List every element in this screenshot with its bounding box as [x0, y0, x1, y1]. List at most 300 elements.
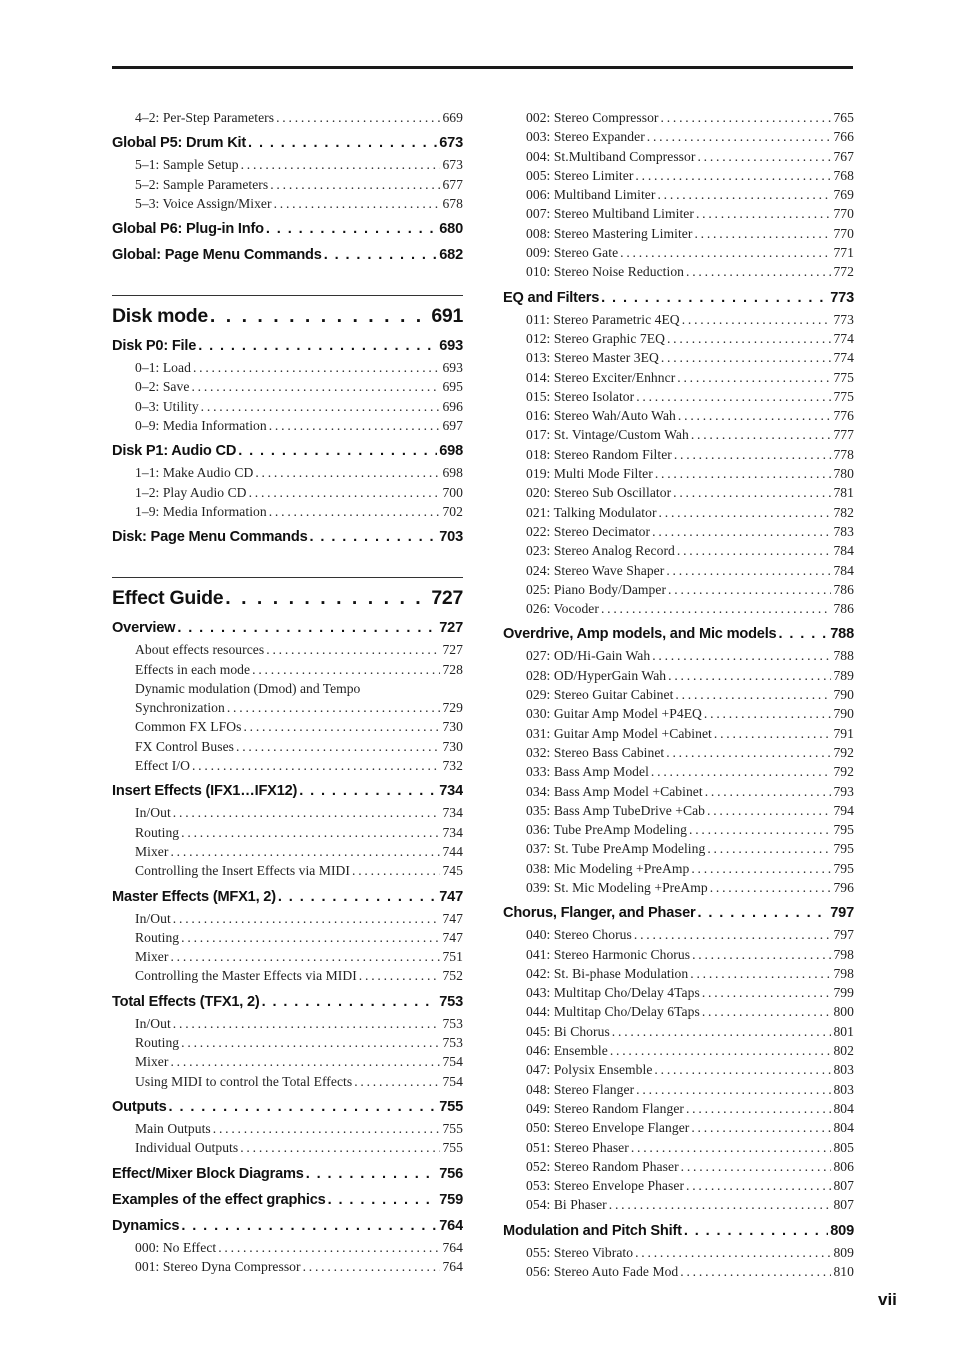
dot-leader [673, 483, 831, 502]
entry-page-number: 734 [442, 805, 463, 821]
entry-page-number: 767 [833, 148, 854, 164]
entry-page-number: 781 [833, 485, 854, 501]
entry-title: In/Out [135, 805, 171, 821]
entry-page-number: 792 [833, 744, 854, 760]
entry-title: 1–2: Play Audio CD [135, 484, 247, 500]
toc-subsection-entry[interactable] [526, 522, 854, 541]
toc-section-entry[interactable] [112, 1190, 463, 1210]
entry-page-number: 773 [830, 289, 854, 306]
dot-leader [714, 724, 832, 743]
dot-leader [691, 1118, 831, 1137]
entry-page-number: 765 [833, 110, 854, 125]
entry-title: 049: Stereo Random Flanger [526, 1100, 684, 1116]
entry-page-number: 783 [833, 523, 854, 539]
entry-title: 012: Stereo Graphic 7EQ [526, 330, 665, 346]
entry-page-number: 700 [442, 484, 463, 500]
toc-subsection-entry[interactable] [135, 175, 463, 194]
dot-leader [636, 387, 831, 406]
entry-page-number: 734 [442, 824, 463, 840]
dot-leader [170, 842, 440, 861]
toc-subsection-entry[interactable] [526, 762, 854, 781]
entry-page-number: 755 [442, 1120, 463, 1136]
dot-leader [610, 1041, 832, 1060]
entry-title: Controlling the Insert Effects via MIDI [135, 863, 350, 879]
entry-page-number: 764 [442, 1258, 463, 1274]
entry-title: Global P5: Drum Kit [112, 135, 247, 152]
toc-subsection-entry[interactable] [135, 194, 463, 213]
dot-leader [170, 947, 440, 966]
entry-title: 024: Stereo Wave Shaper [526, 562, 665, 578]
entry-page-number: 673 [439, 135, 463, 152]
entry-page-number: 798 [833, 946, 854, 962]
entry-title: 048: Stereo Flanger [526, 1081, 635, 1097]
dot-leader [677, 541, 832, 560]
entry-page-number: 803 [833, 1081, 854, 1097]
toc-section-entry[interactable] [112, 887, 463, 907]
entry-title: 0–9: Media Information [135, 418, 267, 434]
toc-subsection-entry[interactable] [526, 503, 854, 522]
entry-title: 1–9: Media Information [135, 503, 267, 519]
toc-section-entry[interactable] [112, 133, 463, 153]
toc-subsection-entry[interactable] [526, 464, 854, 483]
toc-subsection-entry[interactable] [135, 640, 463, 659]
dot-leader [652, 646, 831, 665]
entry-title: 5–1: Sample Setup [135, 157, 239, 173]
toc-subsection-entry[interactable] [135, 416, 463, 435]
entry-page-number: 804 [833, 1120, 854, 1136]
dot-leader [181, 823, 440, 842]
toc-subsection-entry[interactable] [526, 483, 854, 502]
toc-section-entry[interactable] [503, 624, 854, 644]
toc-subsection-entry[interactable] [135, 1014, 463, 1033]
toc-subsection-entry[interactable] [526, 262, 854, 281]
toc-subsection-entry[interactable] [135, 1238, 463, 1257]
toc-section-entry[interactable] [112, 1097, 463, 1117]
toc-subsection-entry[interactable] [135, 108, 463, 127]
dot-leader [169, 1097, 438, 1117]
toc-subsection-entry[interactable] [135, 1119, 463, 1138]
dot-leader [686, 1099, 831, 1118]
toc-subsection-entry[interactable] [526, 185, 854, 204]
entry-page-number: 795 [833, 860, 854, 876]
entry-title: Disk: Page Menu Commands [112, 529, 308, 546]
dot-leader [328, 1190, 438, 1210]
toc-subsection-entry[interactable] [526, 724, 854, 743]
entry-title: 034: Bass Amp Model +Cabinet [526, 783, 703, 799]
toc-subsection-entry[interactable] [526, 1099, 854, 1118]
toc-subsection-entry[interactable] [526, 839, 854, 858]
entry-title: Chorus, Flanger, and Phaser [503, 905, 696, 922]
entry-title: 027: OD/Hi-Gain Wah [526, 648, 651, 664]
toc-subsection-entry[interactable] [526, 1138, 854, 1157]
toc-subsection-entry[interactable] [526, 1041, 854, 1060]
toc-subsection-entry[interactable] [135, 717, 463, 736]
toc-subsection-entry[interactable] [526, 1002, 854, 1021]
entry-title: 053: Stereo Envelope Phaser [526, 1178, 685, 1194]
toc-subsection-entry[interactable] [135, 397, 463, 416]
dot-leader [218, 1238, 440, 1257]
toc-subsection-entry[interactable] [135, 756, 463, 775]
toc-subsection-entry[interactable] [526, 387, 854, 406]
entry-title: Master Effects (MFX1, 2) [112, 888, 276, 905]
entry-page-number: 755 [439, 1098, 463, 1115]
entry-title: 055: Stereo Vibrato [526, 1244, 634, 1260]
dot-leader [193, 358, 441, 377]
dot-leader [276, 108, 440, 127]
toc-subsection-entry[interactable] [526, 310, 854, 329]
toc-subsection-entry[interactable] [526, 204, 854, 223]
entry-title: 022: Stereo Decimator [526, 523, 651, 539]
toc-subsection-entry[interactable] [526, 166, 854, 185]
dot-leader [620, 243, 831, 262]
entry-title: Routing [135, 929, 180, 945]
entry-page-number: 703 [439, 529, 463, 546]
toc-section-entry[interactable] [112, 336, 463, 356]
toc-subsection-entry[interactable] [526, 782, 854, 801]
dot-leader [691, 425, 832, 444]
dot-leader [705, 782, 832, 801]
entry-page-number: 766 [833, 129, 854, 145]
toc-subsection-entry[interactable] [526, 704, 854, 723]
entry-title: Disk P0: File [112, 338, 197, 355]
toc-section-entry[interactable] [112, 1164, 463, 1184]
toc-subsection-entry[interactable] [526, 580, 854, 599]
toc-subsection-entry[interactable] [135, 463, 463, 482]
entry-page-number: 788 [833, 648, 854, 664]
entry-page-number: 759 [439, 1191, 463, 1208]
entry-title: 028: OD/HyperGain Wah [526, 667, 667, 683]
dot-leader [181, 1216, 437, 1236]
toc-subsection-entry[interactable] [135, 842, 463, 861]
entry-page-number: 730 [442, 719, 463, 735]
toc-subsection-entry[interactable] [135, 358, 463, 377]
entry-page-number: 729 [442, 700, 463, 716]
toc-section-entry[interactable] [112, 441, 463, 461]
entry-title: Controlling the Master Effects via MIDI [135, 968, 357, 984]
dot-leader [192, 756, 440, 775]
dot-leader [702, 1002, 832, 1021]
toc-section-entry[interactable] [503, 288, 854, 308]
entry-title: 019: Multi Mode Filter [526, 466, 653, 482]
dot-leader [269, 416, 441, 435]
toc-subsection-entry[interactable] [526, 368, 854, 387]
entry-page-number: 727 [431, 587, 463, 610]
entry-page-number: 793 [833, 783, 854, 799]
dot-leader [601, 599, 831, 618]
entry-page-number: 682 [439, 247, 463, 264]
entry-page-number: 777 [833, 427, 854, 443]
toc-subsection-entry[interactable] [135, 377, 463, 396]
entry-page-number: 695 [442, 379, 463, 395]
entry-page-number: 786 [833, 601, 854, 617]
entry-page-number: 677 [442, 176, 463, 192]
toc-section-entry[interactable] [112, 245, 463, 265]
entry-title: 1–1: Make Audio CD [135, 465, 254, 481]
toc-subsection-entry[interactable] [526, 1262, 854, 1281]
toc-subsection-entry[interactable] [526, 878, 854, 897]
toc-subsection-entry[interactable] [526, 685, 854, 704]
entry-title: 010: Stereo Noise Reduction [526, 264, 685, 280]
dot-leader [266, 640, 440, 659]
dot-leader [635, 1243, 831, 1262]
dot-leader [225, 584, 429, 612]
toc-subsection-entry[interactable] [135, 1052, 463, 1071]
entry-title: Synchronization [135, 700, 225, 716]
entry-title: 023: Stereo Analog Record [526, 543, 675, 559]
toc-section-entry[interactable] [112, 618, 463, 638]
entry-page-number: 806 [833, 1158, 854, 1174]
entry-title: In/Out [135, 910, 171, 926]
entry-title: Mixer [135, 949, 169, 965]
toc-subsection-entry[interactable] [135, 1033, 463, 1052]
toc-subsection-entry[interactable] [526, 1176, 854, 1195]
entry-title: 041: Stereo Harmonic Chorus [526, 946, 691, 962]
entry-title: 008: Stereo Mastering Limiter [526, 225, 693, 241]
toc-subsection-entry[interactable] [526, 445, 854, 464]
toc-subsection-entry[interactable] [526, 820, 854, 839]
entry-page-number: 788 [830, 626, 854, 643]
toc-subsection-entry[interactable] [135, 155, 463, 174]
entry-page-number: 730 [442, 738, 463, 754]
dot-leader [631, 1138, 832, 1157]
entry-page-number: 797 [833, 927, 854, 943]
dot-leader [269, 502, 441, 521]
dot-leader [702, 983, 832, 1002]
entry-title: Routing [135, 1035, 180, 1051]
entry-title: Global P6: Plug-in Info [112, 221, 264, 238]
entry-page-number: 680 [439, 221, 463, 238]
toc-subsection-entry[interactable] [526, 801, 854, 820]
entry-page-number: 771 [833, 245, 854, 261]
toc-section-entry[interactable] [112, 1216, 463, 1236]
dot-leader [213, 1119, 441, 1138]
entry-page-number: 768 [833, 167, 854, 183]
entry-page-number: 774 [833, 330, 854, 346]
entry-title: Using MIDI to control the Total Effects [135, 1073, 353, 1089]
toc-subsection-entry[interactable] [526, 1118, 854, 1137]
toc-subsection-entry[interactable] [526, 1243, 854, 1262]
entry-page-number: 745 [442, 863, 463, 879]
entry-title: 005: Stereo Limiter [526, 167, 634, 183]
entry-page-number: 784 [833, 562, 854, 578]
dot-leader [655, 464, 832, 483]
entry-title: 0–1: Load [135, 360, 191, 376]
dot-leader [707, 801, 831, 820]
toc-subsection-entry[interactable] [526, 743, 854, 762]
toc-subsection-entry[interactable] [526, 964, 854, 983]
entry-title: Examples of the effect graphics [112, 1191, 326, 1208]
dot-leader [191, 377, 440, 396]
entry-title: In/Out [135, 1015, 171, 1031]
entry-page-number: 799 [833, 985, 854, 1001]
entry-page-number: 789 [833, 667, 854, 683]
toc-subsection-entry[interactable] [135, 483, 463, 502]
dot-leader [248, 133, 437, 153]
entry-title: 000: No Effect [135, 1239, 217, 1255]
entry-title: 003: Stereo Expander [526, 129, 645, 145]
dot-leader [181, 1033, 440, 1052]
toc-section-entry[interactable] [112, 992, 463, 1012]
toc-subsection-entry[interactable] [135, 928, 463, 947]
toc-subsection-entry[interactable] [135, 698, 463, 717]
entry-title: 4–2: Per-Step Parameters [135, 110, 275, 125]
toc-section-entry[interactable] [112, 781, 463, 801]
entry-title: 036: Tube PreAmp Modeling [526, 822, 687, 838]
entry-title: 052: Stereo Random Phaser [526, 1158, 679, 1174]
entry-title: 018: Stereo Random Filter [526, 446, 672, 462]
entry-title: 040: Stereo Chorus [526, 927, 632, 943]
dot-leader [654, 1060, 831, 1079]
toc-chapter-entry[interactable] [112, 295, 463, 330]
toc-subsection-entry[interactable] [526, 945, 854, 964]
entry-page-number: 678 [442, 195, 463, 211]
dot-leader [177, 618, 437, 638]
toc-subsection-entry[interactable] [526, 243, 854, 262]
dot-leader [227, 698, 441, 717]
entry-title: 030: Guitar Amp Model +P4EQ [526, 706, 702, 722]
toc-subsection-entry[interactable] [526, 599, 854, 618]
entry-page-number: 770 [833, 225, 854, 241]
entry-page-number: 747 [439, 888, 463, 905]
dot-leader [601, 288, 828, 308]
entry-page-number: 764 [439, 1217, 463, 1234]
dot-leader [636, 1080, 831, 1099]
toc-subsection-entry[interactable] [526, 646, 854, 665]
toc-subsection-entry[interactable] [526, 329, 854, 348]
toc-subsection-entry[interactable] [526, 561, 854, 580]
toc-subsection-entry[interactable] [135, 1072, 463, 1091]
dot-leader [684, 1221, 828, 1241]
toc-subsection-entry[interactable] [135, 947, 463, 966]
entry-page-number: 702 [442, 503, 463, 519]
entry-title: FX Control Buses [135, 738, 234, 754]
toc-subsection-entry[interactable] [526, 666, 854, 685]
toc-subsection-entry[interactable] [526, 1080, 854, 1099]
toc-subsection-entry[interactable] [135, 660, 463, 679]
toc-section-entry[interactable] [112, 219, 463, 239]
dot-leader [675, 685, 831, 704]
dot-leader [236, 737, 440, 756]
toc-subsection-entry[interactable] [135, 966, 463, 985]
entry-page-number: 744 [442, 843, 463, 859]
entry-title: 044: Multitap Cho/Delay 6Taps [526, 1004, 700, 1020]
entry-title: 014: Stereo Exciter/Enhncr [526, 369, 676, 385]
entry-title: 006: Multiband Limiter [526, 187, 656, 203]
entry-title: 002: Stereo Compressor [526, 110, 659, 125]
toc-subsection-entry[interactable] [135, 803, 463, 822]
toc-subsection-entry[interactable] [135, 909, 463, 928]
entry-page-number: 764 [442, 1239, 463, 1255]
entry-page-number: 773 [833, 311, 854, 327]
toc-subsection-entry[interactable] [526, 1157, 854, 1176]
toc-subsection-entry[interactable] [135, 1257, 463, 1276]
entry-page-number: 732 [442, 758, 463, 774]
entry-page-number: 807 [833, 1178, 854, 1194]
toc-subsection-entry[interactable] [526, 983, 854, 1002]
toc-subsection-entry[interactable] [526, 859, 854, 878]
dot-leader [201, 397, 441, 416]
entry-page-number: 755 [442, 1140, 463, 1156]
dot-leader [661, 348, 832, 367]
entry-title: 037: St. Tube PreAmp Modeling [526, 841, 706, 857]
entry-title: 029: Stereo Guitar Cabinet [526, 687, 674, 703]
toc-subsection-entry[interactable] [135, 861, 463, 880]
entry-title: Outputs [112, 1098, 167, 1115]
dot-leader [668, 580, 831, 599]
toc-chapter-entry[interactable] [112, 577, 463, 612]
entry-title: 051: Stereo Phaser [526, 1139, 629, 1155]
dot-leader [241, 155, 441, 174]
toc-subsection-entry[interactable] [135, 737, 463, 756]
entry-title: Modulation and Pitch Shift [503, 1222, 682, 1239]
entry-page-number: 727 [442, 642, 463, 658]
toc-section-entry[interactable] [503, 1221, 854, 1241]
entry-title: Mixer [135, 843, 169, 859]
entry-page-number: 778 [833, 446, 854, 462]
dot-leader [299, 781, 437, 801]
entry-title: Mixer [135, 1054, 169, 1070]
entry-page-number: 734 [439, 783, 463, 800]
entry-page-number: 747 [442, 929, 463, 945]
entry-title: 054: Bi Phaser [526, 1197, 607, 1213]
dot-leader [238, 441, 437, 461]
entry-page-number: 809 [830, 1222, 854, 1239]
toc-subsection-entry[interactable] [526, 108, 854, 127]
toc-subsection-entry[interactable] [526, 541, 854, 560]
toc-entry-continuation: Dynamic modulation (Dmod) and Tempo [135, 680, 361, 696]
entry-title: Routing [135, 824, 180, 840]
dot-leader [686, 1176, 831, 1195]
entry-title: 042: St. Bi-phase Modulation [526, 965, 689, 981]
toc-subsection-entry[interactable] [526, 147, 854, 166]
entry-page-number: 790 [833, 687, 854, 703]
dot-leader [324, 245, 438, 265]
toc-subsection-entry[interactable] [526, 1060, 854, 1079]
dot-leader [677, 368, 831, 387]
entry-page-number: 669 [442, 110, 463, 125]
entry-title: Effect I/O [135, 758, 190, 774]
entry-page-number: 754 [442, 1054, 463, 1070]
dot-leader [707, 839, 831, 858]
dot-leader [262, 992, 438, 1012]
entry-page-number: 810 [833, 1264, 854, 1280]
entry-title: 032: Stereo Bass Cabinet [526, 744, 665, 760]
entry-page-number: 798 [833, 965, 854, 981]
toc-column-left [112, 108, 463, 1276]
toc-subsection-entry[interactable] [526, 406, 854, 425]
entry-title: 026: Vocoder [526, 601, 599, 617]
toc-subsection-entry[interactable] [135, 1138, 463, 1157]
entry-page-number: 772 [833, 264, 854, 280]
toc-subsection-entry[interactable] [526, 1022, 854, 1041]
toc-subsection-entry[interactable] [526, 127, 854, 146]
toc-subsection-entry[interactable] [526, 348, 854, 367]
entry-page-number: 776 [833, 408, 854, 424]
entry-page-number: 753 [442, 1035, 463, 1051]
toc-subsection-entry[interactable] [526, 224, 854, 243]
toc-subsection-entry[interactable] [135, 823, 463, 842]
toc-section-entry[interactable] [503, 903, 854, 923]
toc-subsection-entry[interactable] [526, 925, 854, 944]
toc-subsection-entry[interactable] [526, 1195, 854, 1214]
entry-page-number: 800 [833, 1004, 854, 1020]
toc-section-entry[interactable] [112, 527, 463, 547]
entry-page-number: 790 [833, 706, 854, 722]
entry-page-number: 796 [833, 879, 854, 895]
entry-title: Disk P1: Audio CD [112, 443, 237, 460]
toc-subsection-entry[interactable] [135, 502, 463, 521]
toc-subsection-entry[interactable] [526, 425, 854, 444]
